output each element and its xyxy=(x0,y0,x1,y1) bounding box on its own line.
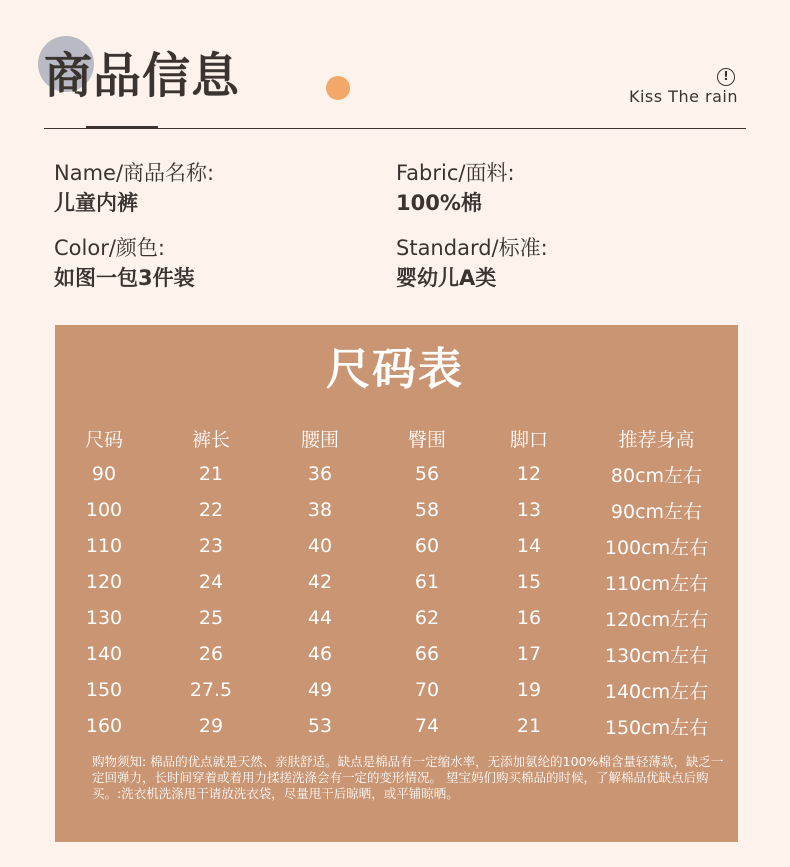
table-row xyxy=(55,492,738,528)
table-cell: 42 xyxy=(307,571,333,593)
info-name xyxy=(54,158,214,218)
table-cell: 29 xyxy=(198,715,224,737)
table-cell: 130 xyxy=(85,607,123,629)
table-cell: 15 xyxy=(516,571,542,593)
table-row xyxy=(55,672,738,708)
table-cell: 46 xyxy=(307,643,333,665)
table-cell: 24 xyxy=(198,571,224,593)
info-standard-label: Standard/标准: xyxy=(396,236,548,260)
size-chart-title: 尺码表 xyxy=(326,344,464,395)
table-cell: 12 xyxy=(516,463,542,485)
table-cell: 19 xyxy=(516,679,542,701)
table-cell: 38 xyxy=(307,499,333,521)
table-cell: 60 xyxy=(414,535,440,557)
table-cell: 17 xyxy=(516,643,542,665)
table-cell: 110cm左右 xyxy=(604,572,709,595)
table-cell: 44 xyxy=(307,607,333,629)
table-row xyxy=(55,708,738,744)
table-row xyxy=(55,564,738,600)
info-fabric xyxy=(396,158,515,218)
table-cell: 21 xyxy=(198,463,224,485)
info-fabric-label: Fabric/面料: xyxy=(396,161,515,185)
column-header: 脚口 xyxy=(509,428,548,451)
exclamation-icon: ! xyxy=(717,68,735,86)
column-header: 裤长 xyxy=(191,428,230,451)
info-name-value: 儿童内裤 xyxy=(54,191,138,215)
table-cell: 23 xyxy=(198,535,224,557)
table-cell: 13 xyxy=(516,499,542,521)
size-table xyxy=(55,420,738,744)
table-cell: 110 xyxy=(85,535,123,557)
table-cell: 27.5 xyxy=(189,679,233,701)
table-cell: 100 xyxy=(85,499,123,521)
shopping-notice: 购物须知: 棉品的优点就是天然、亲肤舒适。缺点是棉品有一定缩水率，无添加氨纶的100%棉含量轻薄款，缺乏一定回弹力，长时间穿着或着用力揉搓洗涤会有一定的变形情况。 望宝妈们购买棉品的时候，了解棉品优缺点后购买。:洗衣机洗涤甩干请放洗衣袋，尽量甩干后晾晒，或平铺晾晒。 xyxy=(92,754,724,801)
table-cell: 74 xyxy=(414,715,440,737)
info-color xyxy=(54,233,195,293)
table-cell: 25 xyxy=(198,607,224,629)
header-divider-accent xyxy=(86,126,158,129)
table-cell: 120 xyxy=(85,571,123,593)
brand-name: Kiss The rain xyxy=(628,87,738,106)
column-header: 臀围 xyxy=(407,428,446,451)
table-cell: 16 xyxy=(516,607,542,629)
table-cell: 160 xyxy=(85,715,123,737)
info-standard-value: 婴幼儿A类 xyxy=(396,266,497,290)
table-row xyxy=(55,600,738,636)
decorative-orange-dot xyxy=(326,76,350,100)
table-cell: 80cm左右 xyxy=(610,464,703,487)
size-table-header-row xyxy=(55,420,738,456)
table-cell: 66 xyxy=(414,643,440,665)
info-color-label: Color/颜色: xyxy=(54,236,165,260)
table-cell: 100cm左右 xyxy=(604,536,709,559)
page-title: 商品信息 xyxy=(44,48,241,104)
table-cell: 62 xyxy=(414,607,440,629)
table-cell: 90 xyxy=(91,463,117,485)
info-fabric-value: 100%棉 xyxy=(396,191,482,215)
table-cell: 120cm左右 xyxy=(604,608,709,631)
table-cell: 58 xyxy=(414,499,440,521)
info-name-label: Name/商品名称: xyxy=(54,161,215,185)
table-cell: 90cm左右 xyxy=(610,500,703,523)
table-cell: 130cm左右 xyxy=(604,644,709,667)
table-cell: 40 xyxy=(307,535,333,557)
table-cell: 36 xyxy=(307,463,333,485)
table-row xyxy=(55,456,738,492)
table-cell: 70 xyxy=(414,679,440,701)
table-cell: 22 xyxy=(198,499,224,521)
table-row xyxy=(55,636,738,672)
table-cell: 140cm左右 xyxy=(604,680,709,703)
table-cell: 53 xyxy=(307,715,333,737)
table-cell: 21 xyxy=(516,715,542,737)
column-header: 推荐身高 xyxy=(618,428,695,451)
table-cell: 14 xyxy=(516,535,542,557)
column-header: 腰围 xyxy=(300,428,339,451)
table-cell: 26 xyxy=(198,643,224,665)
table-row xyxy=(55,528,738,564)
column-header: 尺码 xyxy=(84,428,123,451)
table-cell: 150cm左右 xyxy=(604,716,709,739)
table-cell: 56 xyxy=(414,463,440,485)
table-cell: 140 xyxy=(85,643,123,665)
table-cell: 61 xyxy=(414,571,440,593)
table-cell: 49 xyxy=(307,679,333,701)
info-standard xyxy=(396,233,548,293)
table-cell: 150 xyxy=(85,679,123,701)
info-color-value: 如图一包3件装 xyxy=(54,266,195,290)
